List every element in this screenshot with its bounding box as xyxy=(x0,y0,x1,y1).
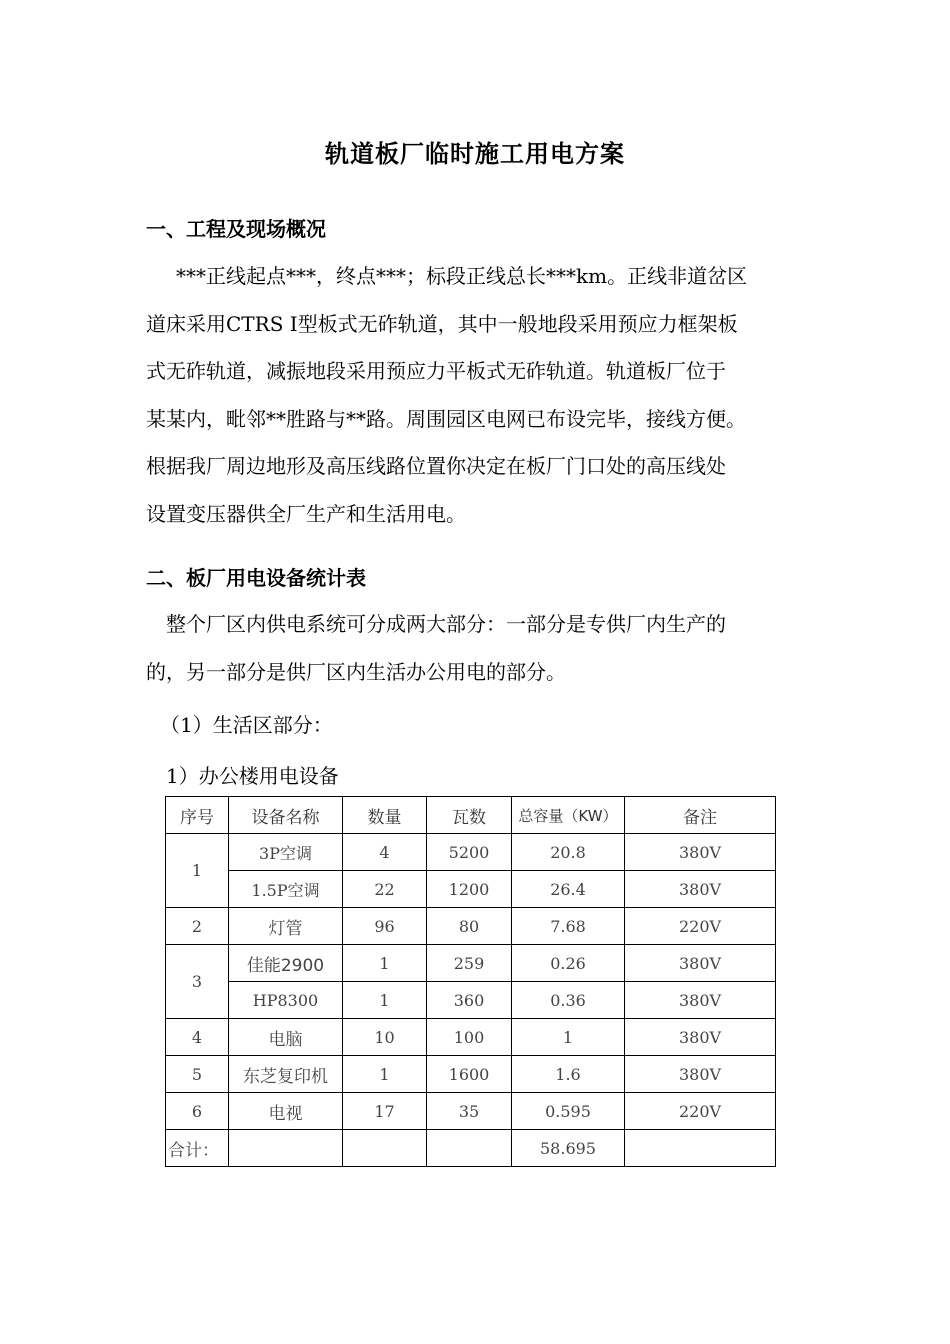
cell-qty: 1 xyxy=(343,982,427,1019)
section2-paragraph xyxy=(146,601,826,696)
cell-watt: 360 xyxy=(427,982,512,1019)
cell-name: 佳能2900 xyxy=(229,945,343,982)
cell-total: 26.4 xyxy=(512,871,625,908)
section1-heading: 一、工程及现场概况 xyxy=(146,217,326,241)
cell-name: 灯管 xyxy=(229,908,343,945)
cell-total: 0.26 xyxy=(512,945,625,982)
cell-note: 380V xyxy=(625,1019,776,1056)
paragraph-line: 设置变压器供全厂生产和生活用电。 xyxy=(146,501,466,526)
header-cell-note: 备注 xyxy=(625,797,776,834)
paragraph-line: 根据我厂周边地形及高压线路位置你决定在板厂门口处的高压线处 xyxy=(146,454,726,478)
cell-note: 380V xyxy=(625,834,776,871)
cell-watt: 35 xyxy=(427,1093,512,1130)
cell-qty: 10 xyxy=(343,1019,427,1056)
subsection-office-equipment: 1）办公楼用电设备 xyxy=(166,764,339,788)
cell-total: 1.6 xyxy=(512,1056,625,1093)
table-row xyxy=(166,982,776,1019)
subsection-living-area: （1）生活区部分： xyxy=(160,713,333,737)
cell-name: 东芝复印机 xyxy=(229,1056,343,1093)
cell-note: 380V xyxy=(625,945,776,982)
header-cell-no: 序号 xyxy=(166,797,229,834)
cell-watt: 1200 xyxy=(427,871,512,908)
cell-no: 6 xyxy=(166,1093,229,1130)
cell-no: 2 xyxy=(166,908,229,945)
table-header-row xyxy=(166,797,776,834)
equipment-table xyxy=(165,796,776,1167)
table-row xyxy=(166,1093,776,1130)
cell-total: 20.8 xyxy=(512,834,625,871)
cell-no: 5 xyxy=(166,1056,229,1093)
empty-cell xyxy=(229,1130,343,1167)
paragraph-line: 整个厂区内供电系统可分成两大部分：一部分是专供厂内生产的 xyxy=(166,612,726,636)
cell-total: 0.36 xyxy=(512,982,625,1019)
header-cell-qty: 数量 xyxy=(343,797,427,834)
cell-qty: 1 xyxy=(343,945,427,982)
cell-total: 1 xyxy=(512,1019,625,1056)
cell-no: 4 xyxy=(166,1019,229,1056)
cell-qty: 96 xyxy=(343,908,427,945)
cell-note: 220V xyxy=(625,1093,776,1130)
paragraph-line: 道床采用CTRS Ⅰ型板式无砟轨道，其中一般地段采用预应力框架板 xyxy=(146,311,738,336)
cell-watt: 80 xyxy=(427,908,512,945)
paragraph-line: 式无砟轨道，减振地段采用预应力平板式无砟轨道。轨道板厂位于 xyxy=(146,359,726,383)
cell-watt: 1600 xyxy=(427,1056,512,1093)
paragraph-line: ***正线起点***，终点***；标段正线总长***km。正线非道岔区 xyxy=(176,264,748,288)
total-label: 合计： xyxy=(166,1130,229,1167)
table-row xyxy=(166,908,776,945)
cell-qty: 17 xyxy=(343,1093,427,1130)
cell-total: 7.68 xyxy=(512,908,625,945)
cell-watt: 5200 xyxy=(427,834,512,871)
empty-cell xyxy=(625,1130,776,1167)
cell-no: 1 xyxy=(166,834,229,908)
document-title: 轨道板厂临时施工用电方案 xyxy=(325,140,625,168)
cell-name: 电视 xyxy=(229,1093,343,1130)
section1-paragraph xyxy=(146,253,826,538)
cell-qty: 1 xyxy=(343,1056,427,1093)
cell-name: 1.5P空调 xyxy=(229,871,343,908)
cell-qty: 22 xyxy=(343,871,427,908)
cell-no: 3 xyxy=(166,945,229,1019)
total-value: 58.695 xyxy=(512,1130,625,1167)
table-row xyxy=(166,1019,776,1056)
empty-cell xyxy=(343,1130,427,1167)
cell-total: 0.595 xyxy=(512,1093,625,1130)
cell-qty: 4 xyxy=(343,834,427,871)
cell-name: HP8300 xyxy=(229,982,343,1019)
cell-name: 3P空调 xyxy=(229,834,343,871)
section2-heading: 二、板厂用电设备统计表 xyxy=(146,566,366,590)
paragraph-line: 的，另一部分是供厂区内生活办公用电的部分。 xyxy=(146,659,566,684)
cell-watt: 100 xyxy=(427,1019,512,1056)
paragraph-line: 某某内，毗邻**胜路与**路。周围园区电网已布设完毕，接线方便。 xyxy=(146,406,746,431)
cell-note: 380V xyxy=(625,982,776,1019)
cell-note: 380V xyxy=(625,1056,776,1093)
cell-note: 220V xyxy=(625,908,776,945)
header-cell-name: 设备名称 xyxy=(229,797,343,834)
table-row xyxy=(166,945,776,982)
header-cell-total: 总容量（KW） xyxy=(512,797,625,834)
table-row xyxy=(166,834,776,871)
cell-note: 380V xyxy=(625,871,776,908)
cell-name: 电脑 xyxy=(229,1019,343,1056)
cell-watt: 259 xyxy=(427,945,512,982)
header-cell-watt: 瓦数 xyxy=(427,797,512,834)
table-row xyxy=(166,1056,776,1093)
table-row xyxy=(166,871,776,908)
table-total-row xyxy=(166,1130,776,1167)
empty-cell xyxy=(427,1130,512,1167)
